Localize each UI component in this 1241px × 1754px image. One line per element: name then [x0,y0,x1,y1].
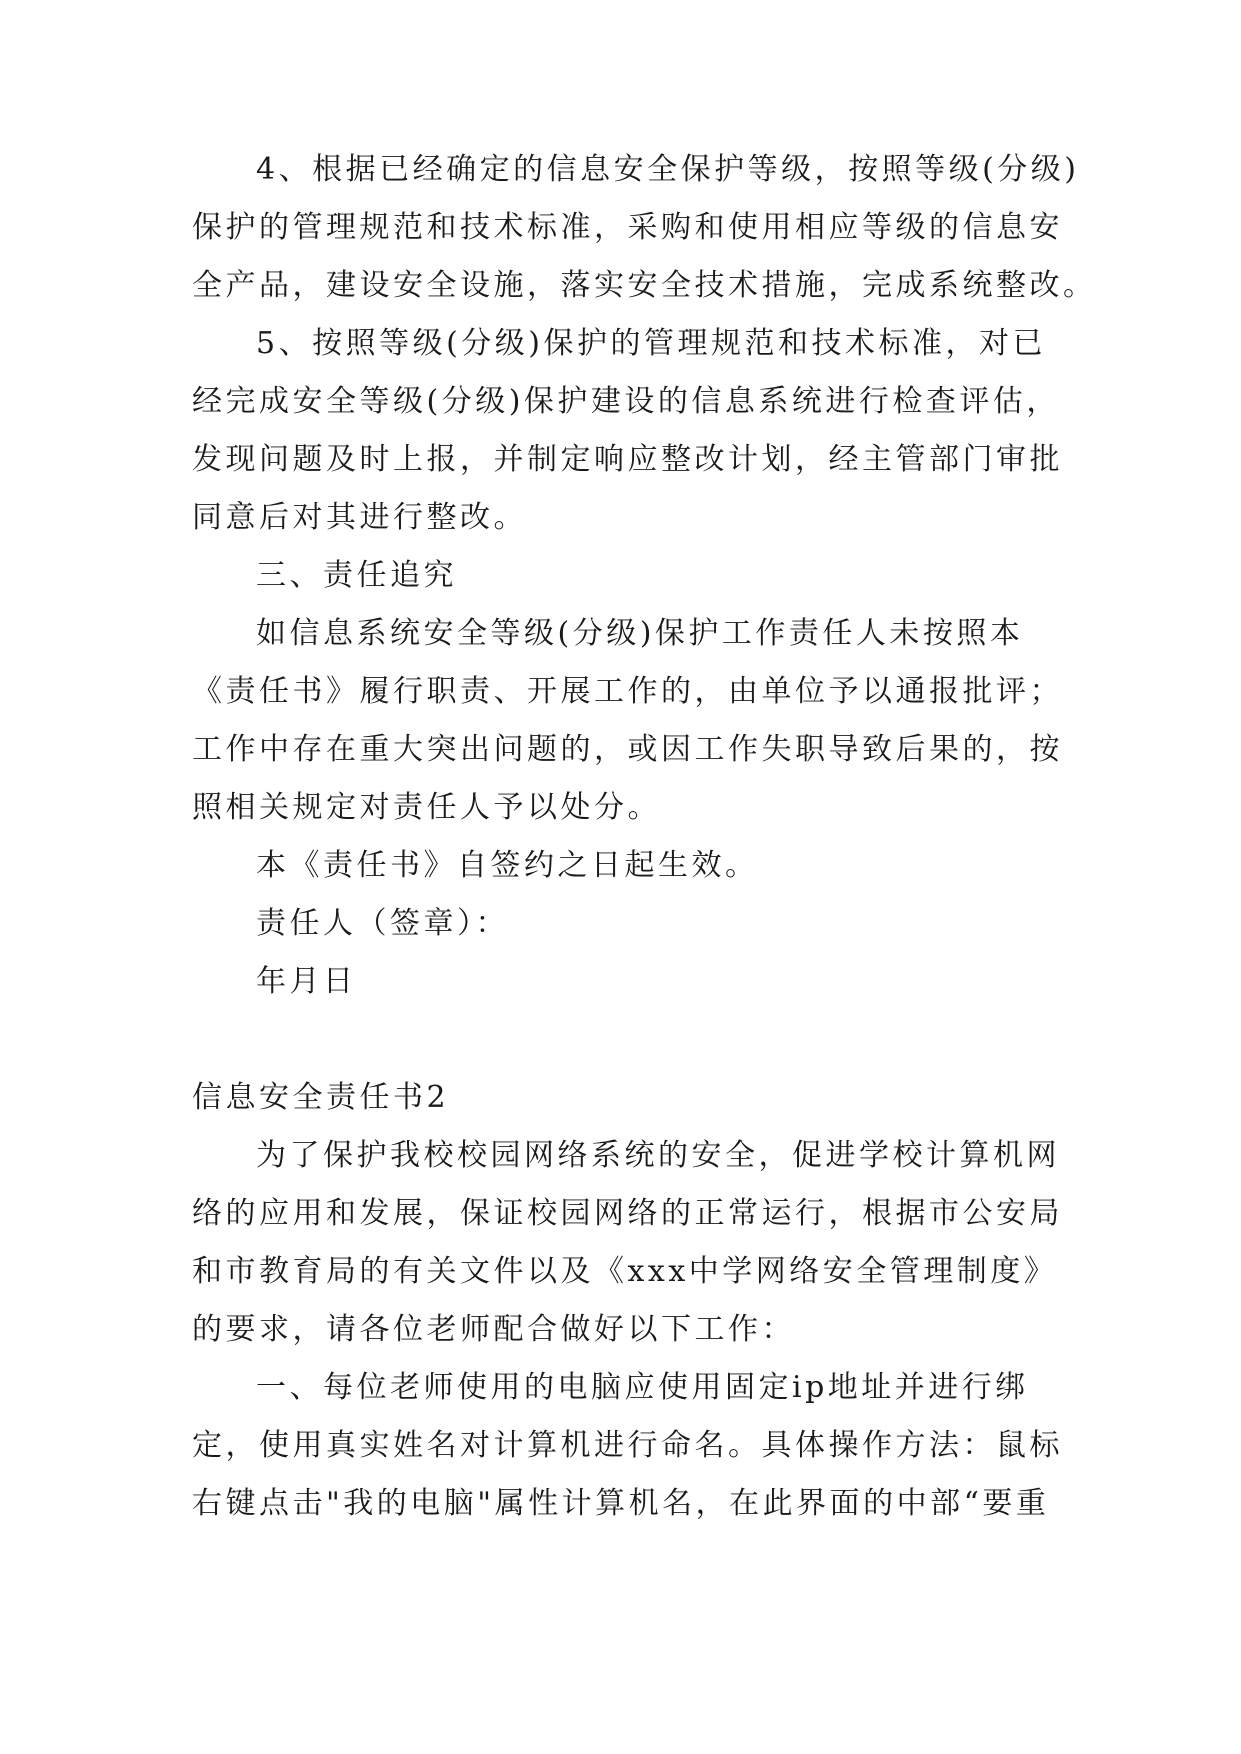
paragraph-line: 工作中存在重大突出问题的，或因工作失职导致后果的，按 [192,732,1063,767]
paragraph-line: 照相关规定对责任人予以处分。 [192,790,661,825]
paragraph-line: 如信息系统安全等级(分级)保护工作责任人未按照本 [256,616,1024,651]
paragraph-line: 一、每位老师使用的电脑应使用固定ip地址并进行绑 [256,1370,1029,1405]
paragraph-line: 发现问题及时上报，并制定响应整改计划，经主管部门审批 [192,442,1063,477]
paragraph-line: 4、根据已经确定的信息安全保护等级，按照等级(分级) [256,152,1080,187]
section-heading: 三、责任追究 [256,558,457,593]
paragraph-line: 同意后对其进行整改。 [192,500,527,535]
signature-label: 责任人（签章）： [256,906,509,941]
paragraph-line: 5、按照等级(分级)保护的管理规范和技术标准，对已 [256,326,1046,361]
paragraph-line: 和市教育局的有关文件以及《xxx中学网络安全管理制度》 [192,1254,1058,1289]
date-label: 年月日 [256,964,357,999]
paragraph-line: 的要求，请各位老师配合做好以下工作： [192,1312,795,1347]
document-title: 信息安全责任书2 [192,1080,450,1115]
paragraph-line: 为了保护我校校园网络系统的安全，促进学校计算机网 [256,1138,1060,1173]
effective-clause: 本《责任书》自签约之日起生效。 [256,848,759,883]
paragraph-line: 右键点击"我的电脑"属性计算机名，在此界面的中部“要重 [192,1486,1050,1521]
paragraph-line: 络的应用和发展，保证校园网络的正常运行，根据市公安局 [192,1196,1063,1231]
paragraph-line: 经完成安全等级(分级)保护建设的信息系统进行检查评估， [192,384,1060,419]
paragraph-line: 《责任书》履行职责、开展工作的，由单位予以通报批评； [192,674,1063,709]
paragraph-line: 全产品，建设安全设施，落实安全技术措施，完成系统整改。 [192,268,1097,303]
paragraph-line: 保护的管理规范和技术标准，采购和使用相应等级的信息安 [192,210,1063,245]
paragraph-line: 定，使用真实姓名对计算机进行命名。具体操作方法：鼠标 [192,1428,1063,1463]
